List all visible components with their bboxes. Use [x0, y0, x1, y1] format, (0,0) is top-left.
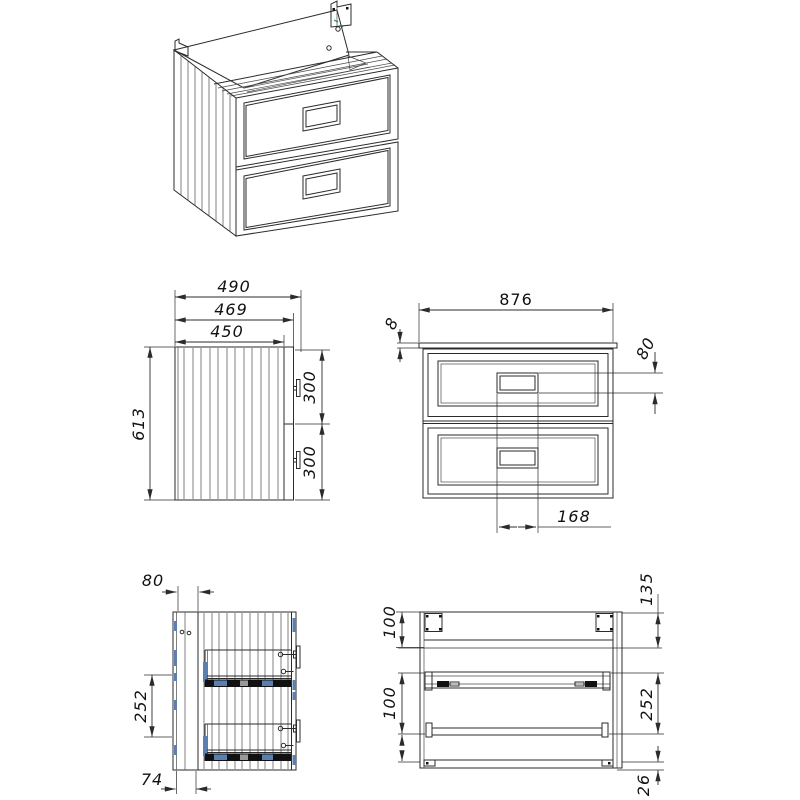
front-view — [381, 290, 663, 533]
fluted-side-panel — [174, 50, 236, 236]
dim-section-bottom-offset: 74 — [140, 770, 164, 789]
side-flutes — [184, 348, 278, 499]
isometric-view — [174, 1, 398, 236]
dim-side-panel-depth: 450 — [210, 322, 244, 341]
dim-side-bottom-drawer: 300 — [300, 445, 319, 479]
dim-side-overall-depth: 490 — [217, 277, 251, 296]
front-top-drawer-handle — [497, 373, 538, 393]
rear-view — [380, 572, 664, 796]
rear-bottom-rail — [426, 723, 608, 737]
section-flutes — [204, 613, 288, 769]
dim-front-handle-height: 80 — [632, 333, 660, 363]
dim-section-slide-spacing: 252 — [131, 689, 150, 723]
side-view — [129, 277, 330, 500]
front-top-drawer — [428, 354, 608, 417]
dim-side-top-drawer: 300 — [300, 370, 319, 404]
dim-section-top-offset: 80 — [141, 571, 165, 590]
dim-rear-upper-gap: 100 — [380, 605, 399, 639]
dim-front-top-panel: 8 — [380, 313, 403, 333]
dim-front-overall-width: 876 — [499, 290, 533, 309]
dim-rear-lower-gap: 100 — [380, 686, 399, 720]
section-bottom-drawer-slide — [203, 724, 291, 761]
section-view — [131, 571, 300, 794]
iso-bottom-drawer-handle — [303, 169, 340, 199]
front-bottom-drawer-handle — [497, 448, 538, 468]
rear-bracket-left — [425, 614, 442, 632]
rear-top-rail — [425, 672, 610, 690]
dim-side-front-depth: 469 — [214, 300, 248, 319]
dim-rear-rail-spacing: 252 — [637, 687, 656, 721]
dim-side-height: 613 — [129, 407, 148, 441]
dim-front-handle-width: 168 — [557, 507, 591, 526]
section-top-drawer-slide — [203, 650, 291, 687]
rear-bottom-corners — [424, 760, 613, 766]
dim-rear-top-height: 135 — [637, 572, 656, 606]
dim-rear-bottom-rail: 26 — [634, 773, 653, 797]
rear-bracket-right — [596, 614, 613, 632]
iso-top-drawer-handle — [303, 101, 340, 131]
front-bottom-drawer — [428, 428, 608, 494]
